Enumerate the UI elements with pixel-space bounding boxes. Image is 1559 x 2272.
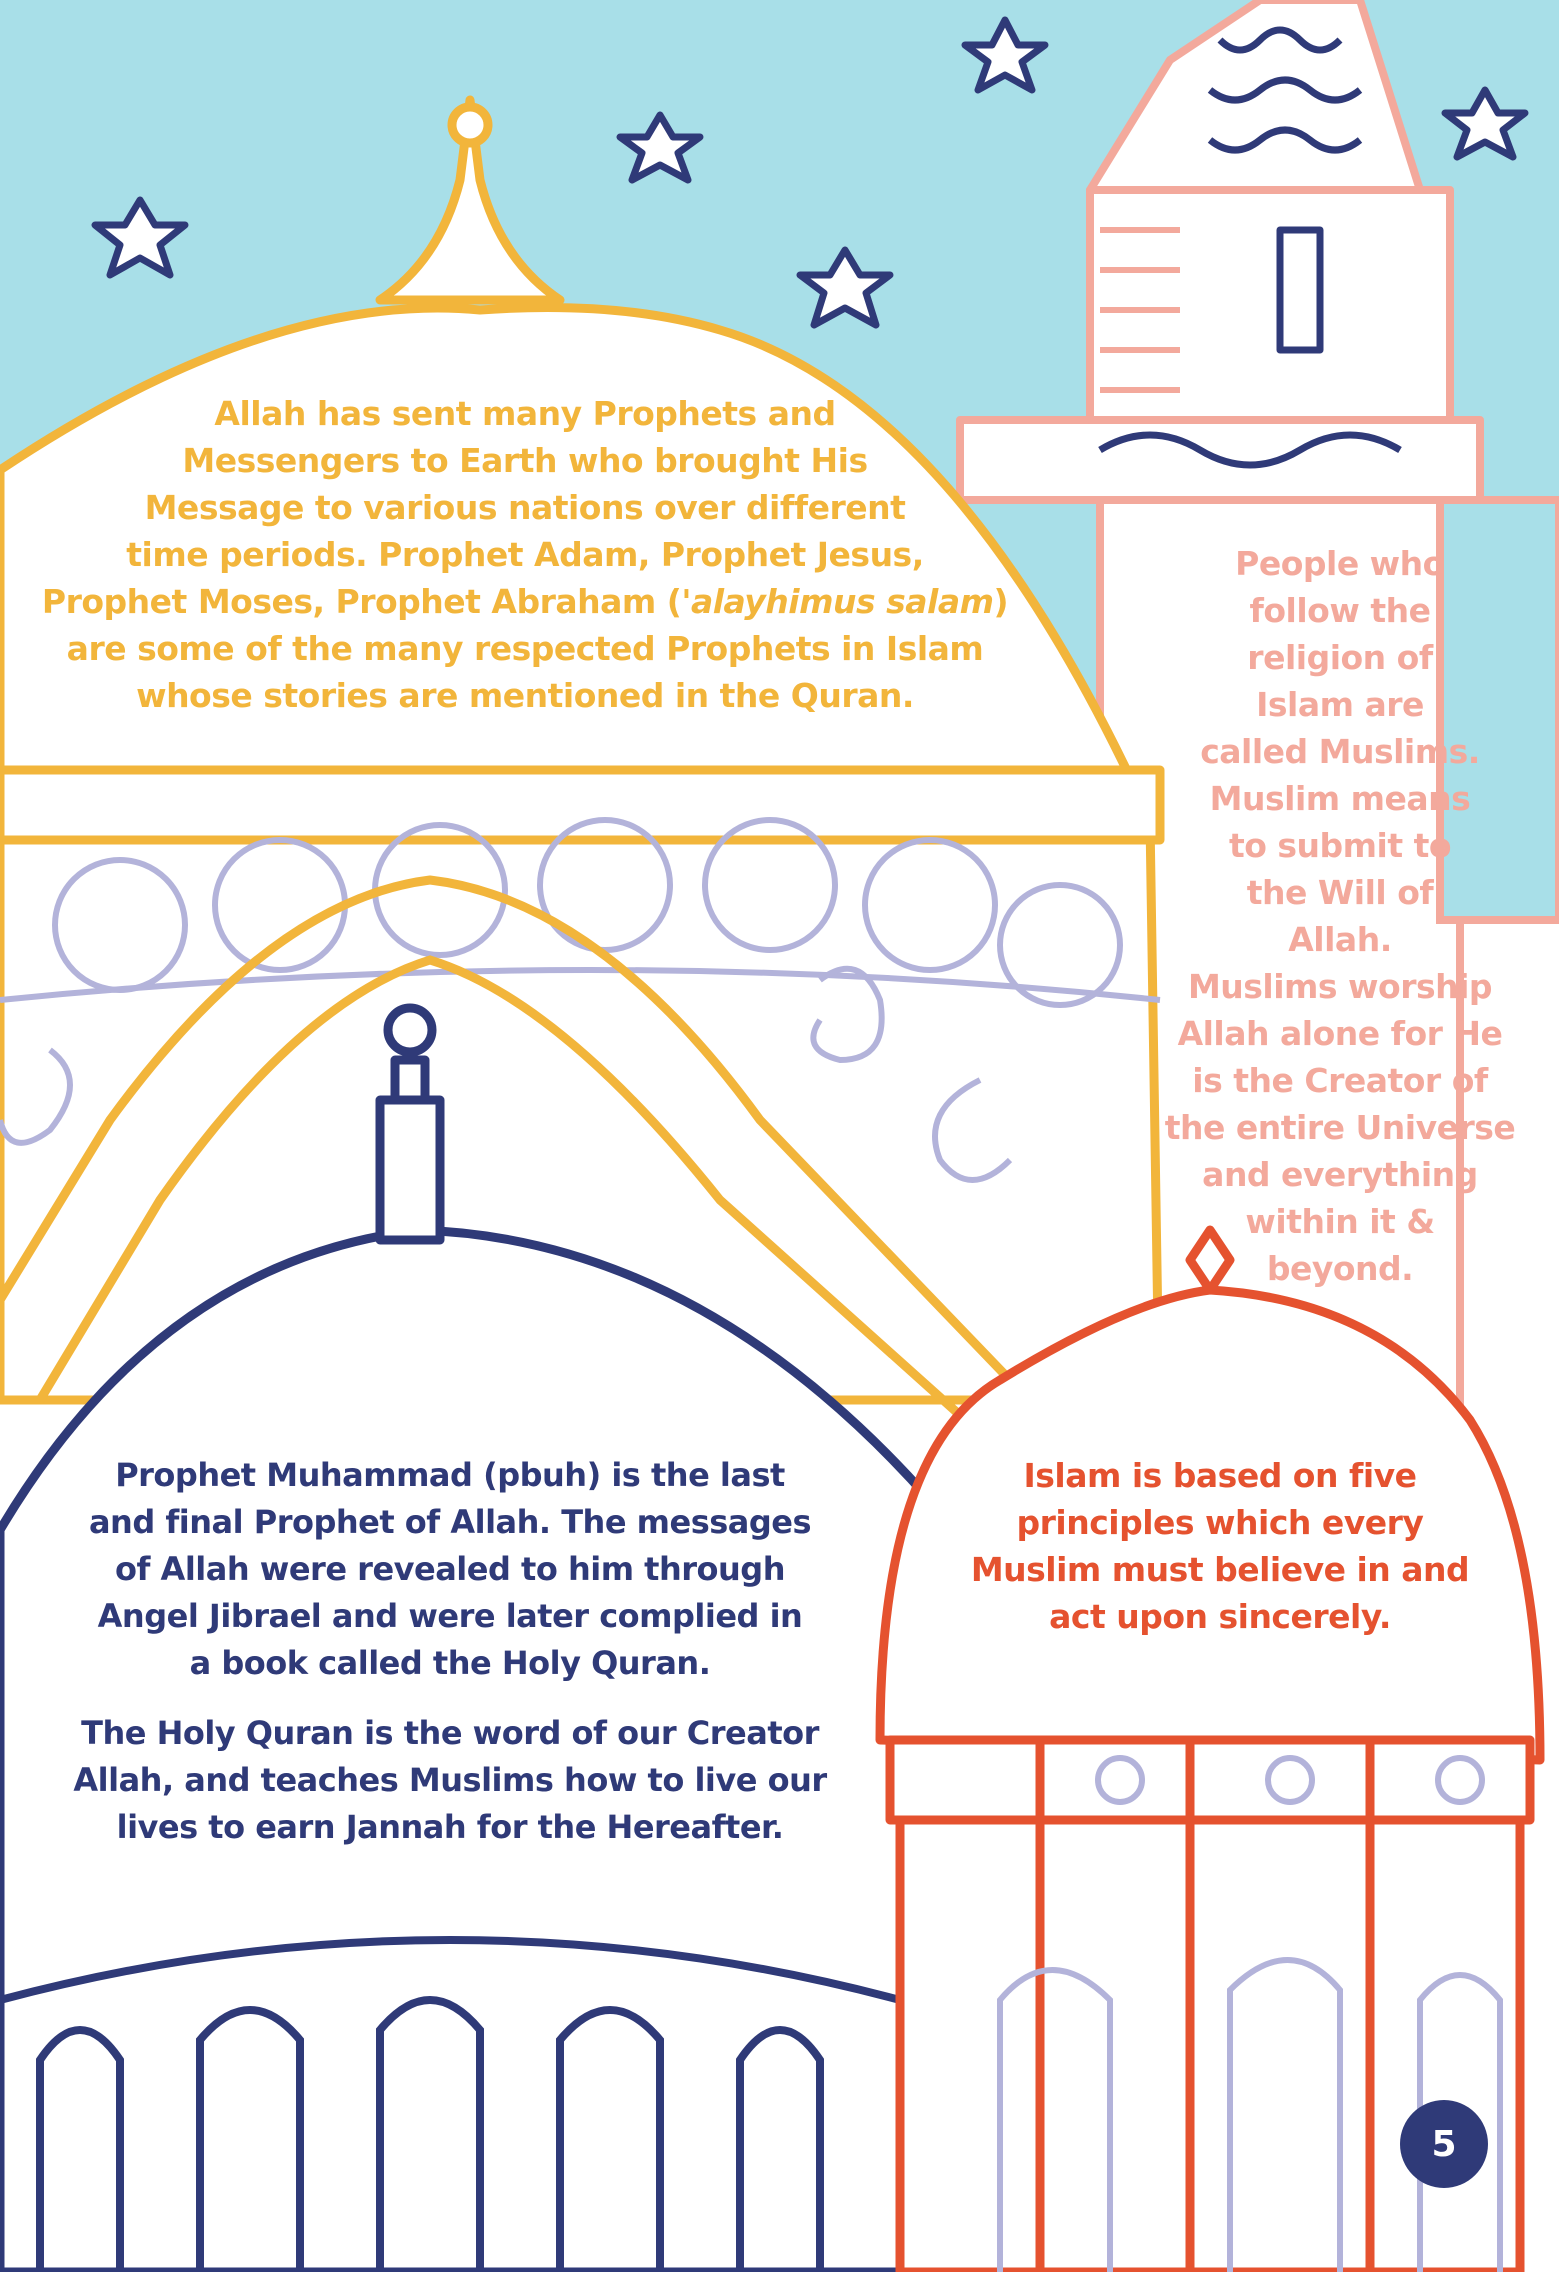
text-line: People who (1235, 544, 1445, 583)
italic-text: 'alayhimus salam (681, 582, 994, 621)
text-line: Messengers to Earth who brought His (182, 441, 868, 480)
text-line: is the Creator of (1192, 1061, 1488, 1100)
text-line: of Allah were revealed to him through (115, 1550, 785, 1588)
text-line: a book called the Holy Quran. (189, 1644, 711, 1682)
text-line: ) (993, 582, 1009, 621)
text-line: whose stories are mentioned in the Quran. (136, 676, 914, 715)
text-line: Allah alone for He (1177, 1014, 1503, 1053)
text-line: Prophet Moses, Prophet Abraham ( (41, 582, 682, 621)
text-line: Prophet Muhammad (pbuh) is the last (115, 1456, 785, 1494)
text-line: principles which every (1016, 1503, 1424, 1542)
page-number-badge: 5 (1400, 2100, 1488, 2188)
text-line: Islam is based on five (1023, 1456, 1417, 1495)
text-line: Allah, and teaches Muslims how to live our (73, 1761, 827, 1799)
text-line: beyond. (1266, 1249, 1414, 1288)
muslims-paragraph (1150, 540, 1530, 1292)
text-line: within it & (1245, 1202, 1435, 1241)
text-line: to submit to (1228, 826, 1452, 865)
text-line: Message to various nations over different (144, 488, 906, 527)
text-line: Angel Jibrael and were later complied in (97, 1597, 803, 1635)
text-line: called Muslims. (1200, 732, 1480, 771)
text-line: Allah. (1288, 920, 1392, 959)
principles-paragraph (960, 1452, 1480, 1640)
text-line: follow the (1249, 591, 1431, 630)
text-line: religion of (1247, 638, 1433, 677)
text-line: act upon sincerely. (1049, 1597, 1391, 1636)
text-line: Islam are (1256, 685, 1424, 724)
text-line: Muslim must believe in and (970, 1550, 1470, 1589)
text-line: The Holy Quran is the word of our Creator (81, 1714, 819, 1752)
text-line: and final Prophet of Allah. The messages (88, 1503, 812, 1541)
text-line: and everything (1202, 1155, 1478, 1194)
text-line: are some of the many respected Prophets in Islam (66, 629, 984, 668)
text-line: Allah has sent many Prophets and (214, 394, 836, 433)
text-line: Muslim means (1209, 779, 1471, 818)
text-line: the Will of (1246, 873, 1434, 912)
text-line: lives to earn Jannah for the Hereafter. (116, 1808, 784, 1846)
text-line: the entire Universe (1164, 1108, 1516, 1147)
muhammad-paragraph (60, 1452, 840, 1687)
text-line: time periods. Prophet Adam, Prophet Jesus, (126, 535, 924, 574)
text-line: Muslims worship (1187, 967, 1493, 1006)
quran-paragraph (55, 1710, 845, 1851)
prophets-paragraph (30, 390, 1020, 719)
